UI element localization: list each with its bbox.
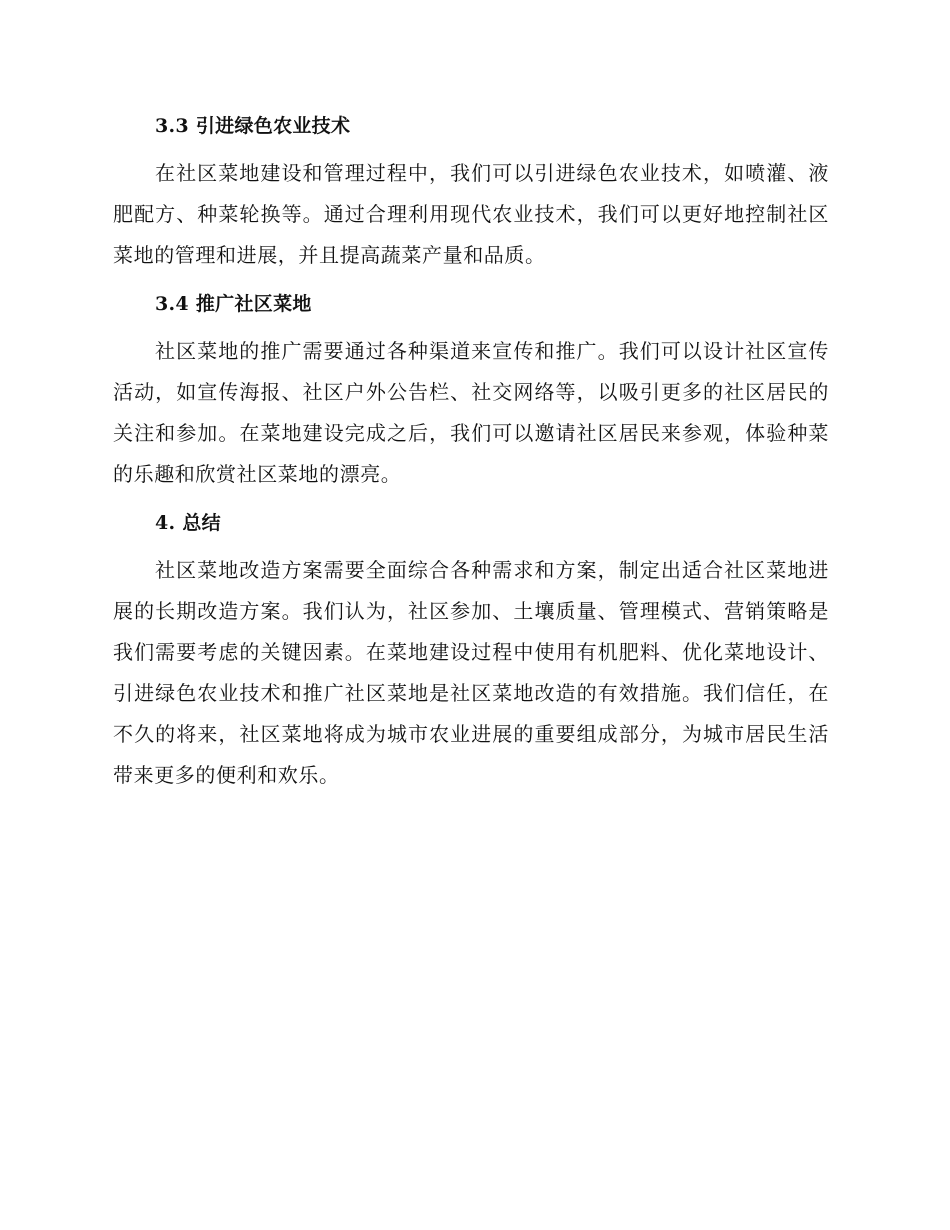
section-heading-3-3: 3.3 引进绿色农业技术 [155, 115, 351, 137]
section-heading-4: 4. 总结 [155, 512, 221, 534]
section-paragraph-3-4: 社区菜地的推广需要通过各种渠道来宣传和推广。我们可以设计社区宣传活动，如宣传海报、社区户外公告栏、社交网络等，以吸引更多的社区居民的关注和参加。在菜地建设完成之后，我们可以邀请社区居民来参观，体验种菜的乐趣和欣赏社区菜地的漂亮。 [113, 339, 829, 486]
document-body [113, 112, 829, 796]
section-paragraph-3-3: 在社区菜地建设和管理过程中，我们可以引进绿色农业技术，如喷灌、液肥配方、种菜轮换等。通过合理利用现代农业技术，我们可以更好地控制社区菜地的管理和进展，并且提高蔬菜产量和品质。 [113, 161, 829, 267]
section-paragraph-4: 社区菜地改造方案需要全面综合各种需求和方案，制定出适合社区菜地进展的长期改造方案。我们认为，社区参加、土壤质量、管理模式、营销策略是我们需要考虑的关键因素。在菜地建设过程中使用有机肥料、优化菜地设计、引进绿色农业技术和推广社区菜地是社区菜地改造的有效措施。我们信任，在不久的将来，社区菜地将成为城市农业进展的重要组成部分，为城市居民生活带来更多的便利和欢乐。 [113, 558, 829, 787]
section-heading-3-4: 3.4 推广社区菜地 [155, 293, 312, 315]
